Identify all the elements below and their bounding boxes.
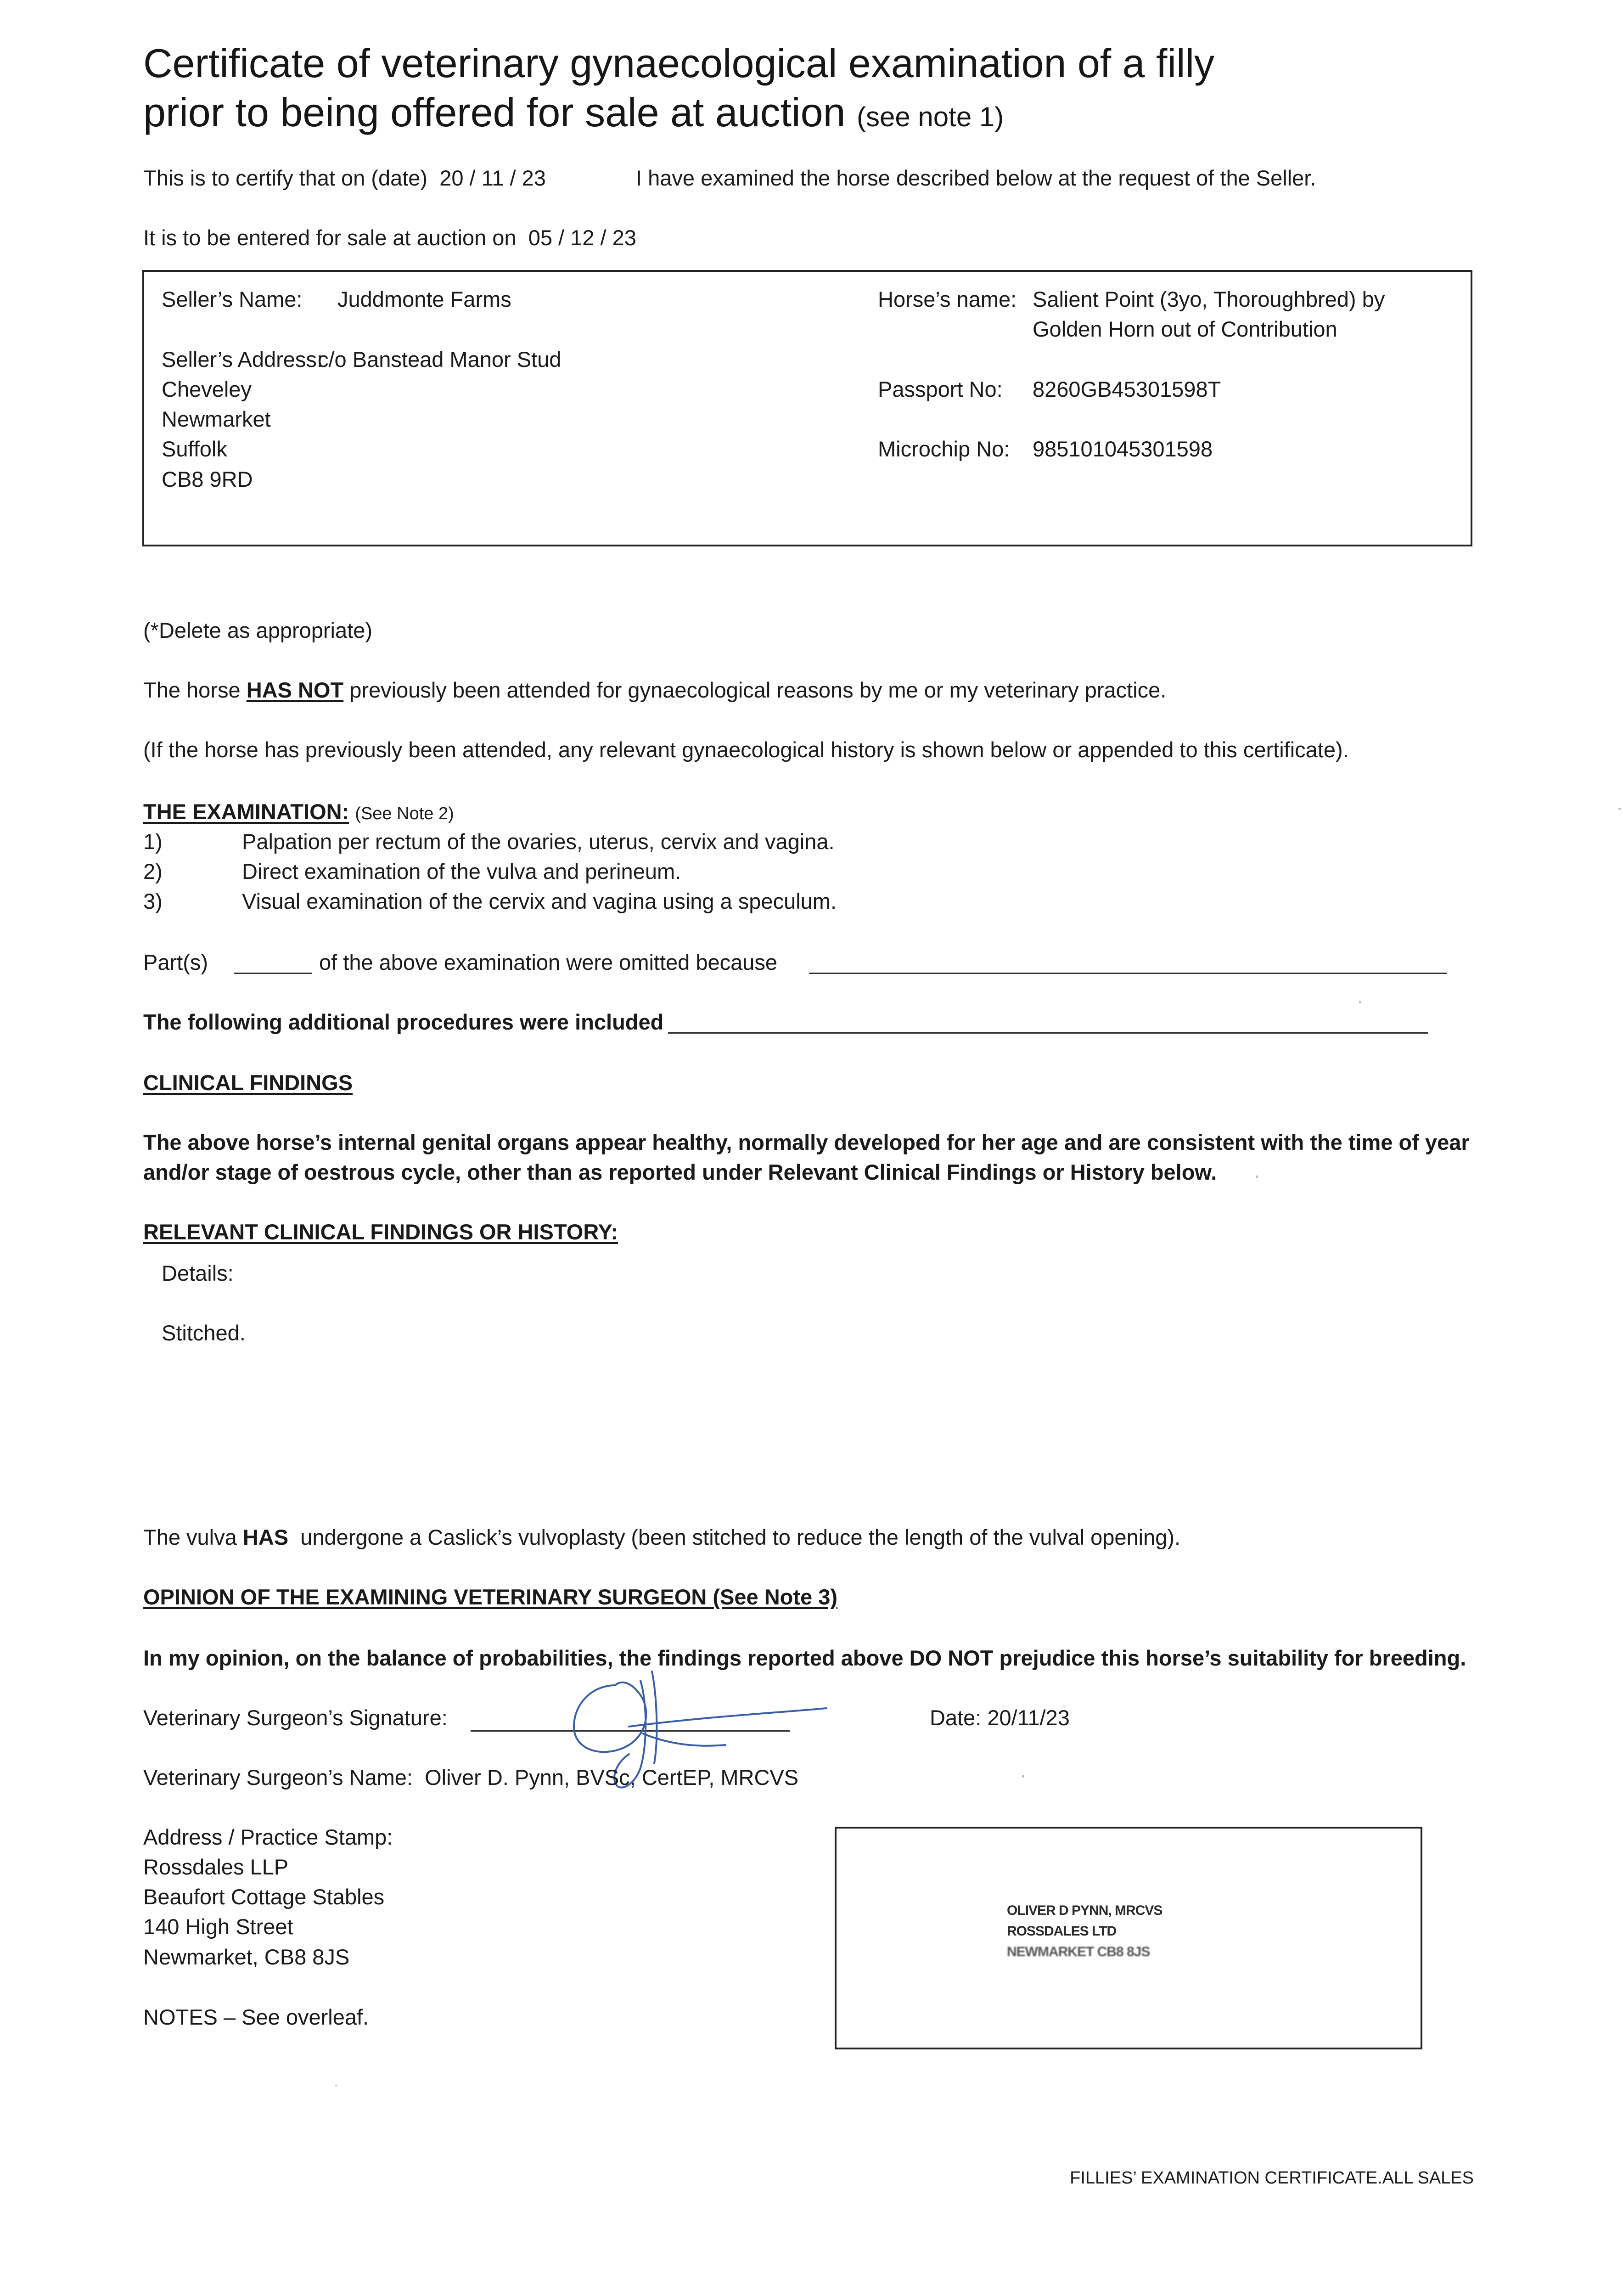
certificate-title: [143, 39, 1214, 137]
attended-statement: The horse HAS NOT previously been attended for gynaecological reasons by me or my veterinary practice.: [143, 678, 1167, 702]
additional-procedures-label: The following additional procedures were included: [143, 1010, 664, 1034]
scan-speck: [1256, 1176, 1258, 1178]
exam-item-2-text: Direct examination of the vulva and perineum.: [242, 859, 681, 884]
stamp-line-2: ROSSDALES LTD: [1007, 1924, 1117, 1939]
auction-date: 05 / 12 / 23: [528, 225, 636, 250]
seller-name-label: Seller’s Name:: [162, 287, 303, 311]
auction-line: It is to be entered for sale at auction on 05 / 12 / 23: [143, 225, 636, 250]
certify-line: This is to certify that on (date) 20 / 11 / 23: [143, 166, 546, 190]
seller-address-label: Seller’s Address:: [162, 347, 323, 371]
title-line-1: Certificate of veterinary gynaecological examination of a filly: [143, 40, 1215, 86]
horse-name-line-2: Golden Horn out of Contribution: [1033, 317, 1337, 341]
date-field: Date: 20/11/23: [930, 1705, 1070, 1730]
delete-note: (*Delete as appropriate): [143, 618, 372, 642]
attended-status: HAS NOT: [246, 678, 344, 702]
scan-speck: [1359, 1001, 1361, 1003]
stamp-line-1: OLIVER D PYNN, MRCVS: [1007, 1903, 1162, 1918]
seller-address-line-4: Suffolk: [162, 437, 227, 461]
exam-item-2-num: 2): [143, 859, 163, 884]
signature-label: Veterinary Surgeon’s Signature:: [143, 1705, 448, 1730]
omitted-reason-blank: [809, 973, 1447, 974]
exam-item-1-num: 1): [143, 829, 163, 854]
practice-line-4: Newmarket, CB8 8JS: [143, 1945, 350, 1969]
omitted-prefix: Part(s): [143, 950, 208, 974]
stamp-line-3: NEWMARKET CB8 8JS: [1007, 1944, 1150, 1959]
seller-address-line-2: Cheveley: [162, 377, 252, 401]
title-note: (see note 1): [857, 101, 1004, 133]
certify-suffix: I have examined the horse described below at the request of the Seller.: [636, 166, 1316, 190]
practice-stamp: [1007, 1900, 1162, 1962]
exam-date: 20 / 11 / 23: [439, 166, 546, 190]
opinion-statement: In my opinion, on the balance of probabilities, the findings reported above DO NOT prejudice this horse’s suitability for breeding.: [143, 1646, 1466, 1670]
exam-item-1-text: Palpation per rectum of the ovaries, uterus, cervix and vagina.: [242, 829, 835, 854]
clinical-findings-line-1: The above horse’s internal genital organs appear healthy, normally developed for her age and are consistent with the time of year: [143, 1130, 1470, 1154]
microchip-label: Microchip No:: [878, 437, 1010, 461]
history-note: (If the horse has previously been attended, any relevant gynaecological history is shown below or appended to this certificate).: [143, 737, 1349, 762]
additional-procedures-blank: [668, 1032, 1428, 1034]
footer-label: FILLIES’ EXAMINATION CERTIFICATE.ALL SALES: [1070, 2168, 1474, 2188]
omitted-parts-blank: [234, 973, 312, 974]
vulva-statement: The vulva HAS undergone a Caslick’s vulvoplasty (been stitched to reduce the length of the vulval opening).: [143, 1525, 1181, 1549]
passport-number: 8260GB45301598T: [1033, 377, 1221, 401]
omitted-middle: of the above examination were omitted because: [319, 950, 778, 974]
opinion-status: DO NOT: [909, 1646, 994, 1670]
notes-line: NOTES – See overleaf.: [143, 2005, 369, 2029]
opinion-heading: OPINION OF THE EXAMINING VETERINARY SURGEON (See Note 3): [143, 1585, 838, 1609]
horse-name-label: Horse’s name:: [878, 287, 1017, 311]
relevant-findings-heading: RELEVANT CLINICAL FINDINGS OR HISTORY:: [143, 1220, 618, 1244]
seller-name: Juddmonte Farms: [337, 287, 511, 311]
clinical-findings-line-2: and/or stage of oestrous cycle, other than as reported under Relevant Clinical Findings or History below.: [143, 1160, 1217, 1184]
seller-address-line-3: Newmarket: [162, 407, 271, 431]
clinical-findings-heading: CLINICAL FINDINGS: [143, 1070, 353, 1095]
exam-item-3-num: 3): [143, 889, 163, 913]
practice-line-1: Rossdales LLP: [143, 1855, 289, 1879]
details-label: Details:: [162, 1261, 234, 1285]
examination-note: (See Note 2): [355, 804, 454, 823]
title-line-2: prior to being offered for sale at auction (see note 1): [143, 90, 1004, 135]
scan-speck: [1022, 1775, 1024, 1778]
seller-address-line-1: c/o Banstead Manor Stud: [318, 347, 562, 371]
scan-speck: [335, 2085, 337, 2086]
practice-line-2: Beaufort Cottage Stables: [143, 1885, 385, 1909]
signature-date: 20/11/23: [987, 1705, 1070, 1730]
practice-label: Address / Practice Stamp:: [143, 1825, 393, 1849]
surgeon-name-line: Veterinary Surgeon’s Name: Oliver D. Pynn, BVSc, CertEP, MRCVS: [143, 1765, 799, 1790]
seller-address-line-5: CB8 9RD: [162, 467, 253, 491]
microchip-number: 985101045301598: [1033, 437, 1213, 461]
practice-line-3: 140 High Street: [143, 1914, 293, 1939]
exam-item-3-text: Visual examination of the cervix and vagina using a speculum.: [242, 889, 837, 913]
surgeon-name: Oliver D. Pynn, BVSc, CertEP, MRCVS: [425, 1765, 799, 1790]
passport-label: Passport No:: [878, 377, 1003, 401]
horse-name-line-1: Salient Point (3yo, Thoroughbred) by: [1033, 287, 1385, 311]
vulva-status: HAS: [242, 1525, 289, 1549]
scan-speck: [1618, 808, 1621, 810]
examination-heading: THE EXAMINATION: (See Note 2): [143, 799, 454, 824]
details-text: Stitched.: [162, 1321, 246, 1345]
